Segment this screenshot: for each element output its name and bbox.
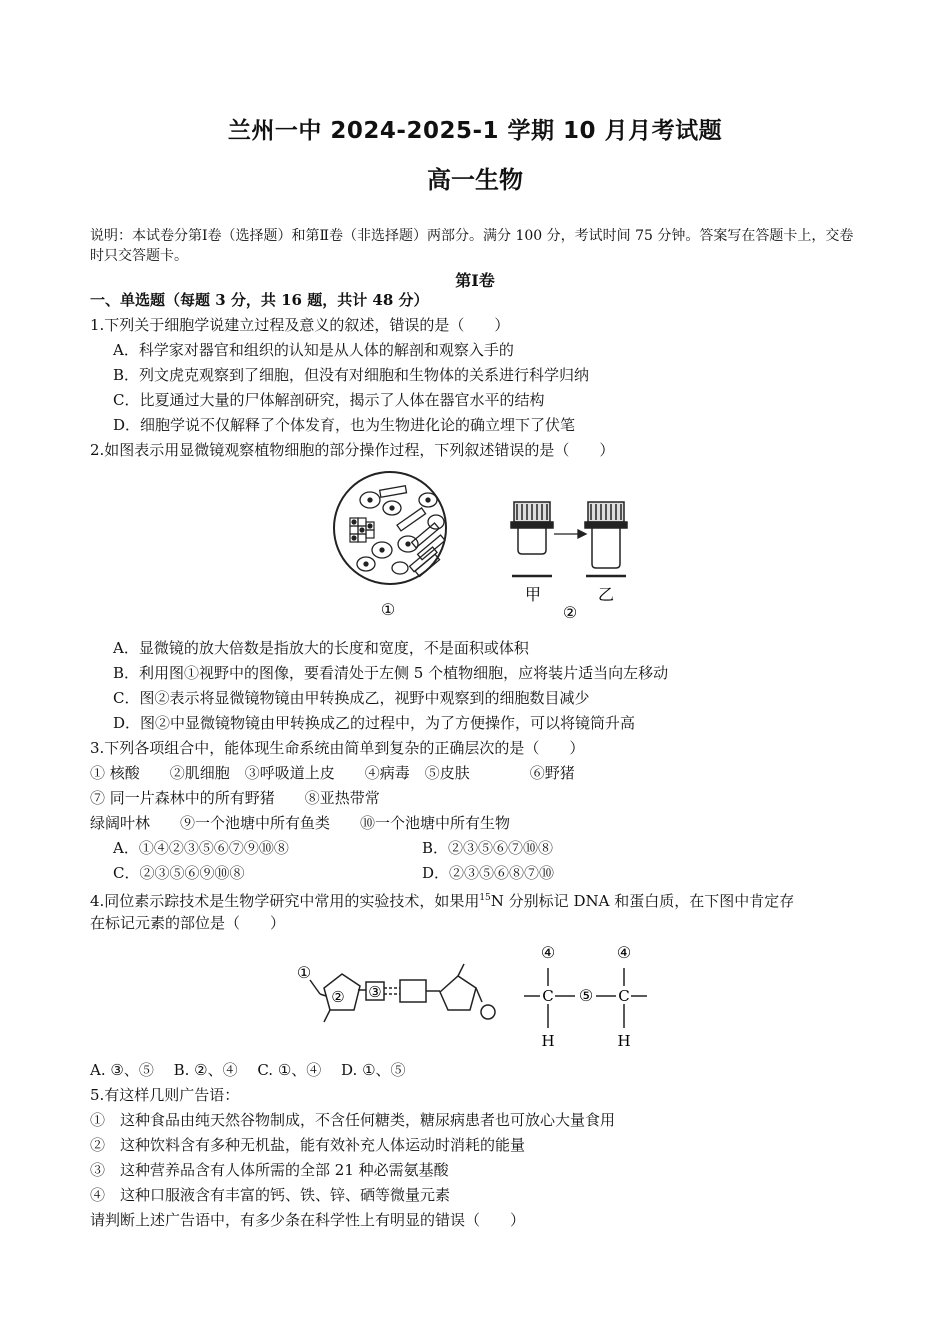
q3-option-c: C．②③⑤⑥⑨⑩⑧ — [113, 864, 245, 882]
q2-option-b: B．利用图①视野中的图像，要看清处于左侧 5 个植物细胞，应将装片适当向左移动 — [113, 664, 669, 682]
fig-label-2: ② — [562, 603, 578, 622]
q4-stem-1 — [90, 888, 794, 911]
q4-stem-2: 在标记元素的部位是（ ） — [90, 914, 286, 932]
fig-label-yi: 乙 — [597, 585, 615, 604]
q4-stem-part-b: N 分别标记 DNA 和蛋白质，在下图中肯定存 — [490, 892, 795, 910]
q1-option-d: D．细胞学说不仅解释了个体发育，也为生物进化论的确立埋下了伏笔 — [113, 416, 576, 434]
label-1: ① — [296, 963, 312, 982]
part-one-heading: 一、单选题（每题 3 分，共 16 题，共计 48 分） — [90, 291, 429, 309]
q5-statement-3: ③ 这种营养品含有人体所需的全部 21 种必需氨基酸 — [90, 1161, 449, 1179]
q4-figure — [290, 938, 670, 1053]
q1-stem: 1.下列关于细胞学说建立过程及意义的叙述，错误的是（ ） — [90, 316, 510, 334]
label-4-left: ④ — [540, 943, 556, 962]
exam-title: 兰州一中 2024-2025-1 学期 10 月月考试题 — [227, 118, 723, 144]
q4-stem-part-a: 4.同位素示踪技术是生物学研究中常用的实验技术，如果用 — [90, 892, 480, 910]
q3-items-2: ⑦ 同一片森林中的所有野猪 ⑧亚热带常 — [90, 789, 380, 807]
carbon-right: C — [618, 987, 630, 1005]
label-3: ③ — [368, 983, 382, 1001]
q4-isotope-sup: 15 — [479, 893, 491, 903]
q5-statement-1: ① 这种食品由纯天然谷物制成，不含任何糖类，糖尿病患者也可放心大量食用 — [90, 1111, 616, 1129]
q2-option-a: A．显微镜的放大倍数是指放大的长度和宽度，不是面积或体积 — [113, 639, 529, 657]
q5-stem: 5.有这样几则广告语： — [90, 1086, 240, 1104]
q2-option-c: C．图②表示将显微镜物镜由甲转换成乙，视野中观察到的细胞数目减少 — [113, 689, 590, 707]
q5-statement-2: ② 这种饮料含有多种无机盐，能有效补充人体运动时消耗的能量 — [90, 1136, 526, 1154]
irregular-cells — [357, 492, 444, 574]
hydrogen-right: H — [617, 1032, 631, 1050]
fig-label-jia: 甲 — [524, 585, 542, 604]
instructions: 说明：本试卷分第Ⅰ卷（选择题）和第Ⅱ卷（非选择题）两部分。满分 100 分，考试时间 75 分钟。答案写在答题卡上，交卷时只交答题卡。 — [90, 228, 854, 264]
q2-figure — [330, 470, 640, 625]
cell-cluster — [350, 518, 374, 542]
label-2: ② — [331, 988, 345, 1006]
elongated-cells — [380, 486, 445, 577]
q2-stem: 2.如图表示用显微镜观察植物细胞的部分操作过程，下列叙述错误的是（ ） — [90, 441, 615, 459]
objective-yi — [585, 502, 627, 576]
q1-option-c: C．比夏通过大量的尸体解剖研究，揭示了人体在器官水平的结构 — [113, 391, 545, 409]
carbon-left: C — [542, 987, 554, 1005]
q3-items-1: ① 核酸 ②肌细胞 ③呼吸道上皮 ④病毒 ⑤皮肤 ⑥野猪 — [90, 764, 575, 782]
q1-option-a: A．科学家对器官和组织的认知是从人体的解剖和观察入手的 — [113, 341, 514, 359]
q2-option-d: D．图②中显微镜物镜由甲转换成乙的过程中，为了方便操作，可以将镜筒升高 — [113, 714, 636, 732]
fig-label-1: ① — [380, 600, 396, 619]
q5-statement-4: ④ 这种口服液含有丰富的钙、铁、锌、硒等微量元素 — [90, 1186, 451, 1204]
q3-items-3: 绿阔叶林 ⑨一个池塘中所有鱼类 ⑩一个池塘中所有生物 — [90, 814, 511, 832]
exam-subject: 高一生物 — [427, 166, 523, 194]
objective-jia — [511, 502, 553, 576]
q5-question: 请判断上述广告语中，有多少条在科学性上有明显的错误（ ） — [90, 1211, 526, 1229]
q4-options: A. ③、⑤ B. ②、④ C. ①、④ D. ①、⑤ — [90, 1061, 406, 1079]
q3-stem: 3.下列各项组合中，能体现生命系统由简单到复杂的正确层次的是（ ） — [90, 739, 585, 757]
q3-option-b: B．②③⑤⑥⑦⑩⑧ — [422, 839, 554, 857]
q3-option-d: D．②③⑤⑥⑧⑦⑩ — [422, 864, 555, 882]
q1-option-b: B．列文虎克观察到了细胞，但没有对细胞和生物体的关系进行科学归纳 — [113, 366, 590, 384]
q3-option-a: A．①④②③⑤⑥⑦⑨⑩⑧ — [113, 839, 289, 857]
label-4-right: ④ — [616, 943, 632, 962]
label-5: ⑤ — [578, 986, 594, 1005]
hydrogen-left: H — [541, 1032, 555, 1050]
section-title: 第Ⅰ卷 — [455, 271, 495, 290]
arrow-icon — [554, 530, 586, 538]
